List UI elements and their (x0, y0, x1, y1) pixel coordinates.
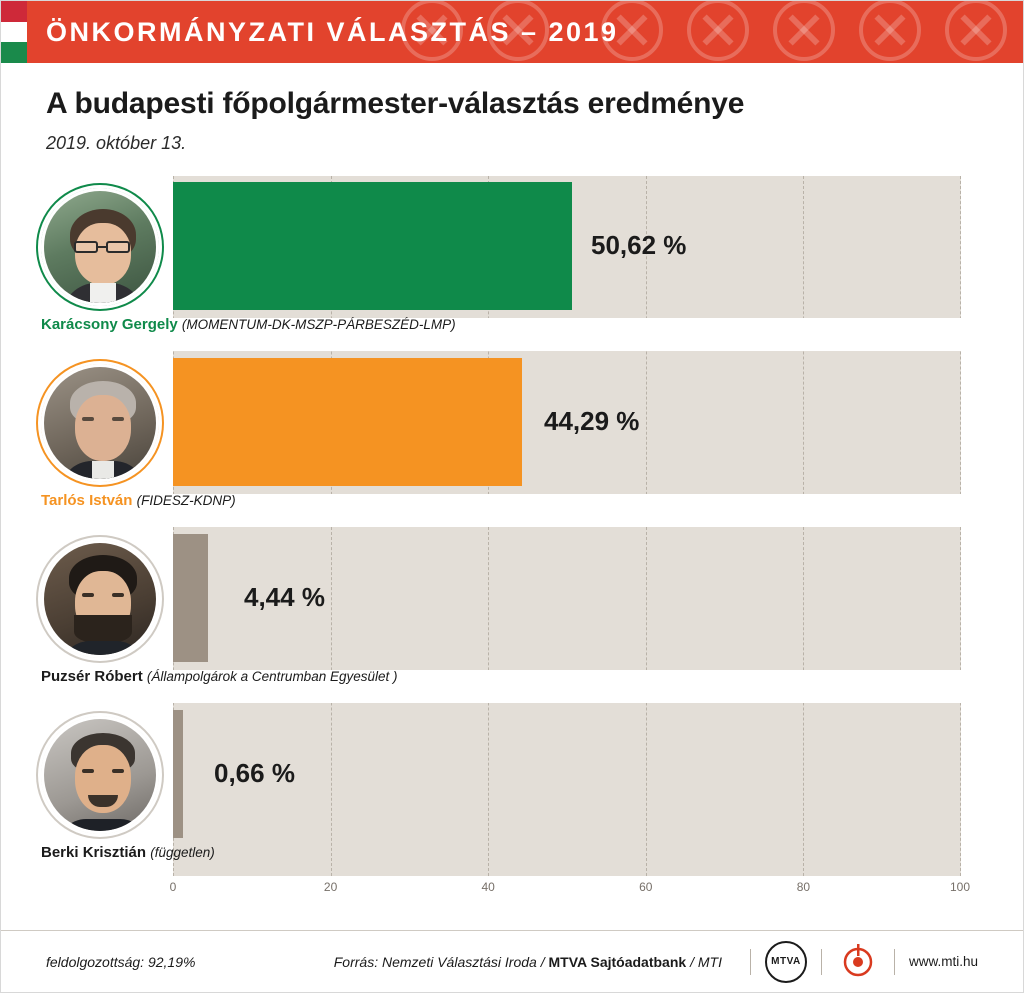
avatar-karacsony-gergely (41, 188, 159, 306)
cand-name-text: Karácsony Gergely (41, 316, 178, 333)
chart (1, 176, 1023, 894)
bar-value-berki-krisztian: 0,66 % (214, 758, 295, 788)
portrait-karacsony-gergely (41, 188, 159, 306)
avatar-berki-krisztian (41, 716, 159, 834)
label-tarlos-istvan (41, 492, 236, 509)
bar-karacsony-gergely (173, 182, 572, 310)
divider (894, 949, 895, 975)
axis-tick: 40 (481, 880, 495, 894)
bar-tarlos-istvan (173, 358, 522, 486)
divider (821, 949, 822, 975)
cand-name-text: Puzsér Róbert (41, 668, 143, 685)
label-puzser-robert (41, 668, 398, 685)
avatar-tarlos-istvan (41, 364, 159, 482)
axis-tick: 20 (323, 880, 338, 894)
processing-status: feldolgozottság: 92,19% (46, 953, 196, 970)
portrait-puzser-robert (41, 540, 159, 658)
page-title: A budapesti főpolgármester-választás eredménye (46, 87, 745, 120)
source-bold: MTVA Sajtóadatbank (548, 953, 687, 970)
header-banner (1, 1, 1023, 63)
axis-tick: 60 (639, 880, 653, 894)
bar-value-tarlos-istvan: 44,29 % (544, 406, 640, 436)
portrait-tarlos-istvan (41, 364, 159, 482)
source-prefix: Forrás: Nemzeti Választási Iroda / (333, 953, 549, 970)
avatar-puzser-robert (41, 540, 159, 658)
mti-logo-icon (836, 941, 880, 983)
bar-puzser-robert (173, 534, 208, 662)
portrait-berki-krisztian (41, 716, 159, 834)
axis-tick: 80 (796, 880, 811, 894)
cand-party-text: (Állampolgárok a Centrumban Egyesület ) (146, 669, 398, 684)
page-subtitle: 2019. október 13. (46, 133, 187, 153)
cand-name-text: Berki Krisztián (41, 844, 147, 861)
x-axis (169, 876, 971, 904)
mtva-logo-icon: MTVA (765, 941, 807, 983)
axis-tick: 0 (169, 880, 177, 894)
label-berki-krisztian (41, 844, 215, 861)
row-separator (173, 494, 961, 527)
title-block (1, 63, 1023, 154)
source-suffix: / MTI (686, 953, 722, 970)
cand-party-text: (független) (150, 845, 215, 860)
bar-value-karacsony-gergely: 50,62 % (591, 230, 687, 260)
cand-party-text: (FIDESZ-KDNP) (136, 493, 236, 508)
bar-value-puzser-robert: 4,44 % (244, 582, 325, 612)
footer (1, 930, 1023, 992)
cand-party-text: (MOMENTUM-DK-MSZP-PÁRBESZÉD-LMP) (181, 317, 456, 332)
axis-tick: 100 (949, 880, 971, 894)
divider (750, 949, 751, 975)
bar-berki-krisztian (173, 710, 183, 838)
cand-name-text: Tarlós István (41, 492, 133, 509)
label-karacsony-gergely (41, 316, 456, 333)
website-url[interactable]: www.mti.hu (908, 954, 978, 969)
header-title: ÖNKORMÁNYZATI VÁLASZTÁS – 2019 (46, 17, 619, 47)
source-credit (195, 954, 736, 970)
